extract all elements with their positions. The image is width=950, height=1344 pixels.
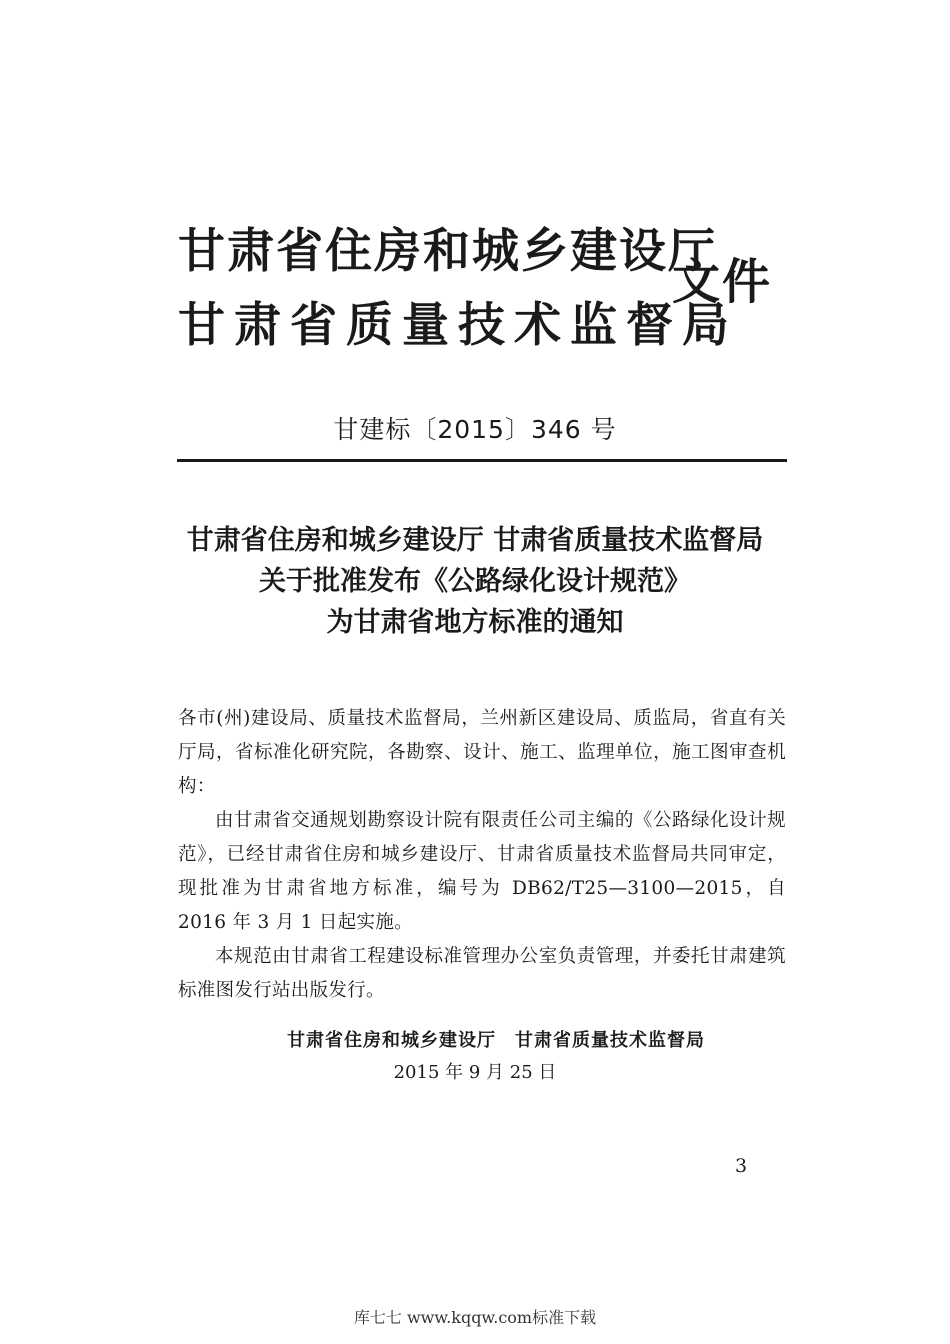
notice-body [178,702,786,1008]
document-number: 甘建标〔2015〕346 号 [333,415,617,444]
document-header [178,224,798,356]
body-paragraph-2: 本规范由甘肃省工程建设标准管理办公室负责管理，并委托甘肃建筑标准图发行站出版发行。 [178,946,786,1001]
header-divider [177,459,787,462]
footer-watermark: 库七七 www.kqqw.com标准下载 [353,1308,597,1327]
title-line-3: 为甘肃省地方标准的通知 [326,607,624,638]
addressee: 各市(州)建设局、质量技术监督局，兰州新区建设局、质监局，省直有关厅局，省标准化研究院，各勘察、设计、施工、监理单位，施工图审查机构： [178,708,786,797]
issuer-name-2: 甘肃省质量技术监督局 [178,298,738,353]
notice-title [0,520,950,643]
title-line-1: 甘肃省住房和城乡建设厅 甘肃省质量技术监督局 [186,525,764,556]
document-type-label: 文件 [672,254,773,310]
signature-date: 2015 年 9 月 25 日 [393,1062,557,1083]
signature-organizations: 甘肃省住房和城乡建设厅 甘肃省质量技术监督局 [287,1030,705,1051]
issuer-name-1: 甘肃省住房和城乡建设厅 [178,224,717,279]
page-number: 3 [735,1155,748,1177]
title-line-2: 关于批准发布《公路绿化设计规范》 [259,566,691,597]
body-paragraph-1: 由甘肃省交通规划勘察设计院有限责任公司主编的《公路绿化设计规范》，已经甘肃省住房和城乡建设厅、甘肃省质量技术监督局共同审定，现批准为甘肃省地方标准，编号为 DB62/T25—3100—2015，自 2016 年 3 月 1 日起实施。 [178,810,786,933]
